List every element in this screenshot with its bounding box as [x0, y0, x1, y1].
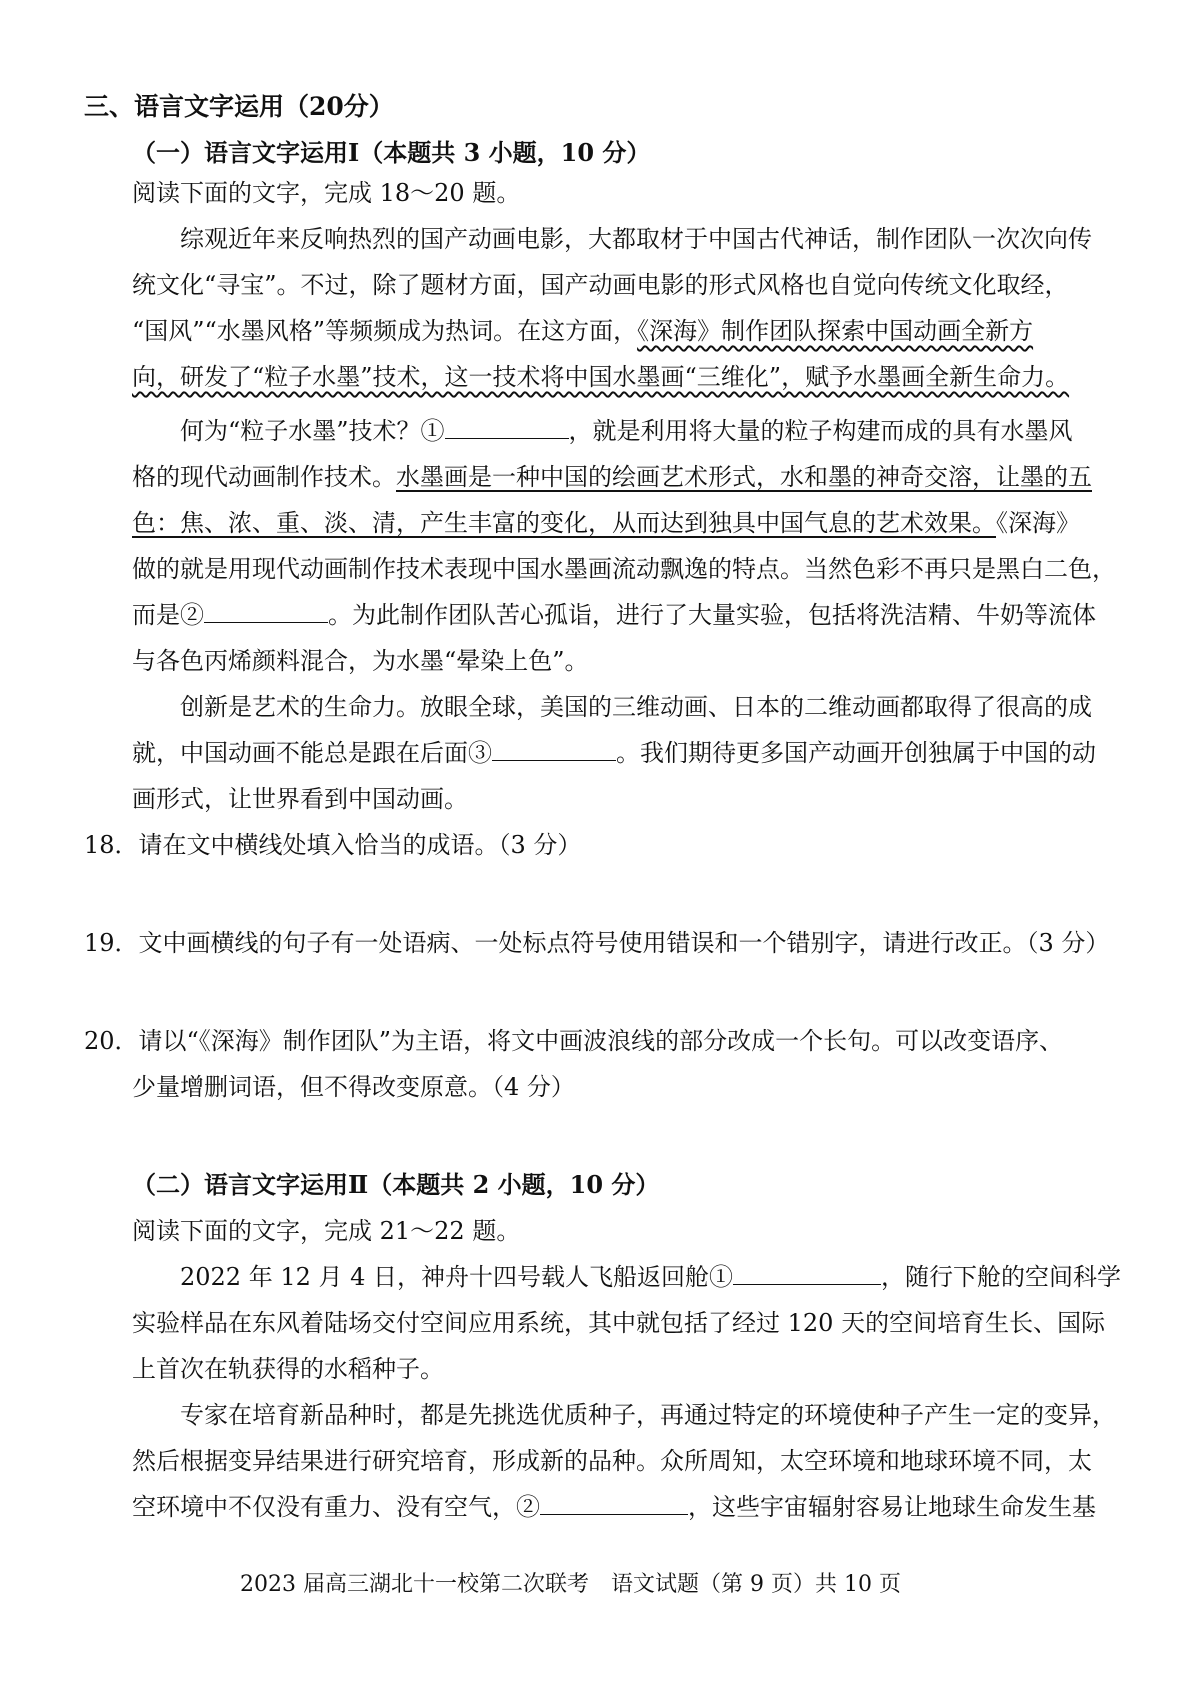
section-title: 三、语言文字运用（20分）	[84, 92, 394, 121]
passage1-p2-line5	[132, 598, 1096, 632]
passage2-p1-line1	[180, 1260, 1121, 1294]
passage1-p2-line6: 与各色丙烯颜料混合，为水墨“晕染上色”。	[132, 647, 589, 675]
part2-instruction: 阅读下面的文字，完成 21～22 题。	[132, 1217, 521, 1245]
passage1-p1-line4	[132, 360, 1069, 394]
part1-instruction: 阅读下面的文字，完成 18～20 题。	[132, 179, 521, 207]
wavy-underlined-text: 向，研发了“粒子水墨”技术，这一技术将中国水墨画“三维化”，赋予水墨画全新生命力。	[132, 363, 1070, 391]
text-span: ，这些宇宙辐射容易让地球生命发生基	[688, 1493, 1096, 1521]
passage1-p2-line2	[132, 460, 1092, 494]
answer-blank-5	[540, 1492, 688, 1515]
passage2-p2-line1: 专家在培育新品种时，都是先挑选优质种子，再通过特定的环境使种子产生一定的变异，	[180, 1401, 1116, 1429]
text-span: 2022 年 12 月 4 日，神舟十四号载人飞船返回舱①	[180, 1263, 734, 1291]
passage1-p2-line3	[132, 506, 1080, 540]
answer-blank-4	[733, 1262, 881, 1285]
question-20-line1: 20．请以“《深海》制作团队”为主语，将文中画波浪线的部分改成一个长句。可以改变语序、	[84, 1027, 1064, 1055]
answer-blank-3	[492, 738, 616, 761]
question-20-line2: 少量增删词语，但不得改变原意。（4 分）	[132, 1073, 575, 1101]
text-span: 《深海》	[996, 509, 1080, 537]
answer-blank-1	[445, 416, 569, 439]
answer-blank-2	[204, 600, 328, 623]
text-span: 而是②	[132, 601, 204, 629]
passage1-p1-line3	[132, 314, 1033, 348]
question-19: 19．文中画横线的句子有一处语病、一处标点符号使用错误和一个错别字，请进行改正。（3 分）	[84, 929, 1110, 957]
text-span: ，随行下舱的空间科学	[881, 1263, 1122, 1291]
wavy-underlined-text: 《深海》制作团队探索中国动画全新方	[637, 317, 1034, 345]
passage1-p3-line1: 创新是艺术的生命力。放眼全球，美国的三维动画、日本的二维动画都取得了很高的成	[180, 693, 1092, 721]
text-span: ，就是利用将大量的粒子构建而成的具有水墨风	[568, 417, 1073, 445]
text-span: 何为“粒子水墨”技术？①	[180, 417, 445, 445]
part2-heading: （二）语言文字运用Ⅱ（本题共 2 小题，10 分）	[132, 1170, 660, 1199]
passage2-p2-line3	[132, 1490, 1096, 1524]
passage1-p2-line4: 做的就是用现代动画制作技术表现中国水墨画流动飘逸的特点。当然色彩不再只是黑白二色，	[132, 555, 1116, 583]
passage1-p2-line1	[180, 414, 1073, 448]
passage2-p1-line2: 实验样品在东风着陆场交付空间应用系统，其中就包括了经过 120 天的空间培育生长、国际	[132, 1309, 1106, 1337]
underlined-sentence: 水墨画是一种中国的绘画艺术形式，水和墨的神奇交溶，让墨的五	[396, 463, 1092, 491]
passage1-p1-line1: 综观近年来反响热烈的国产动画电影，大都取材于中国古代神话，制作团队一次次向传	[180, 225, 1092, 253]
passage1-p3-line3: 画形式，让世界看到中国动画。	[132, 785, 468, 813]
text-span: 空环境中不仅没有重力、没有空气，②	[132, 1493, 540, 1521]
text-span: 。我们期待更多国产动画开创独属于中国的动	[616, 739, 1096, 767]
passage1-p1-line3-plain: “国风”“水墨风格”等频频成为热词。在这方面，	[132, 317, 638, 345]
part1-heading: （一）语言文字运用Ⅰ（本题共 3 小题，10 分）	[132, 138, 651, 167]
text-span: 。为此制作团队苦心孤诣，进行了大量实验，包括将洗洁精、牛奶等流体	[328, 601, 1096, 629]
passage2-p2-line2: 然后根据变异结果进行研究培育，形成新的品种。众所周知，太空环境和地球环境不同，太	[132, 1447, 1092, 1475]
text-span: 格的现代动画制作技术。	[132, 463, 396, 491]
passage1-p3-line2	[132, 736, 1096, 770]
page-footer: 2023 届高三湖北十一校第二次联考 语文试题（第 9 页）共 10 页	[240, 1572, 901, 1597]
text-span: 就，中国动画不能总是跟在后面③	[132, 739, 492, 767]
underlined-sentence: 色：焦、浓、重、淡、清，产生丰富的变化，从而达到独具中国气息的艺术效果。	[132, 509, 996, 537]
passage1-p1-line2: 统文化“寻宝”。不过，除了题材方面，国产动画电影的形式风格也自觉向传统文化取经，	[132, 271, 1069, 299]
question-18: 18．请在文中横线处填入恰当的成语。（3 分）	[84, 831, 582, 859]
passage2-p1-line3: 上首次在轨获得的水稻种子。	[132, 1355, 444, 1383]
